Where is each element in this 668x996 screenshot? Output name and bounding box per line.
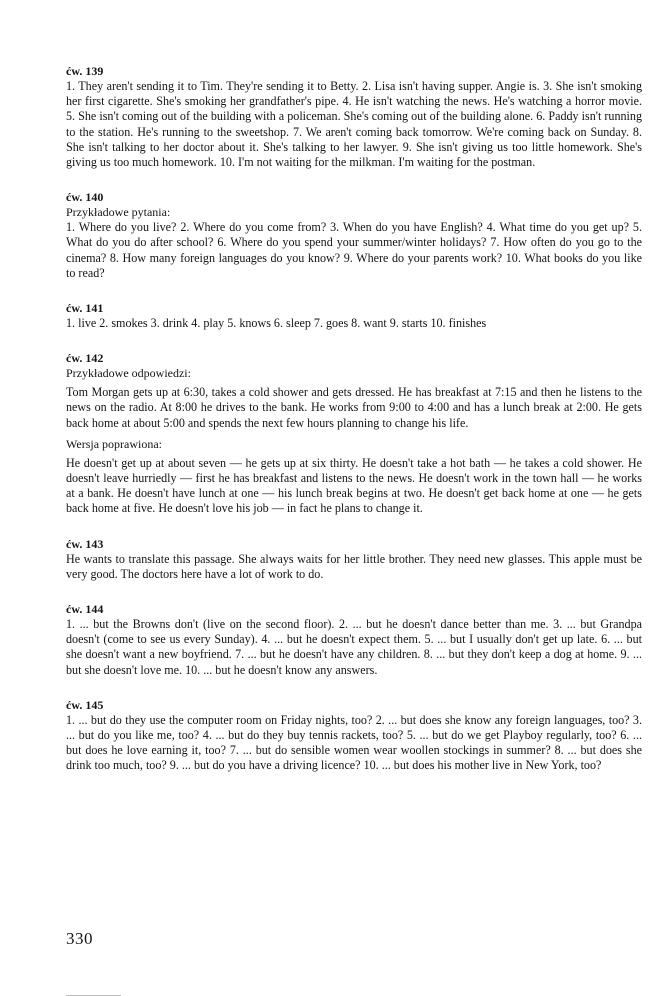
exercise-text: He wants to translate this passage. She always waits for her little brother. They need new glasses. This apple must be very good. The doctors here have a lot of work to do. [66,551,642,581]
exercise-heading: ćw. 141 [66,301,104,316]
exercise-subheading: Przykładowe odpowiedzi: [66,366,191,381]
exercise-141 [66,301,642,331]
exercise-text: Tom Morgan gets up at 6:30, takes a cold shower and gets dressed. He has breakfast at 7:15 and then he listens to the news on the radio. At 8:00 he drives to the bank. He works from 9:00 to 4:00 and has a lunch break at 2:00. He gets back home at about 5:00 and spends the next few hours planning to change his life. [66,385,642,430]
exercise-subheading: Przykładowe pytania: [66,205,171,220]
exercise-heading: ćw. 145 [66,697,104,712]
exercise-heading: ćw. 142 [66,351,104,366]
exercise-text: 1. ... but the Browns don't (live on the second floor). 2. ... but he doesn't dance better than me. 3. ... but Grandpa doesn't (come to see us every Sunday). 4. ... but he doesn't expect them. 5. ... but I usually don't get up late. 6. ... but she doesn't want a new boyfriend. 7. ... but he doesn't have any children. 8. ... but they don't keep a dog at home. 9. ... but she doesn't love me. 10. ... but he doesn't know any answers. [66,617,642,677]
exercise-text: 1. They aren't sending it to Tim. They're sending it to Betty. 2. Lisa isn't having supper. Angie is. 3. She isn't smoking her first cigarette. She's smoking her grandfather's pipe. 4. He isn't watching the news. He's watching a horror movie. 5. She isn't coming out of the building with a policeman. She's coming out of the building alone. 6. Paddy isn't running to the station. He's running to the sweetshop. 7. We aren't coming back tomorrow. We're coming back on Sunday. 8. She isn't talking to her doctor about it. She's talking to her lawyer. 9. She isn't giving us too little homework. She's giving us too much homework. 10. I'm not waiting for the milkman. I'm waiting for the postman. [66,79,642,170]
exercise-heading: ćw. 143 [66,536,104,551]
exercise-text: 1. Where do you live? 2. Where do you come from? 3. When do you have English? 4. What time do you get up? 5. What do you do after school? 6. Where do you spend your summer/winter holidays? 7. How often do you go to the cinema? 8. How many foreign languages do you know? 9. Where do your parents work? 10. What books do you like to read? [66,220,642,280]
page-number: 330 [66,929,93,948]
exercise-text: 1. ... but do they use the computer room on Friday nights, too? 2. ... but does she know any foreign languages, too? 3. ... but do you like me, too? 4. ... but do they buy tennis rackets, too? 5. ... but do we get Playboy regularly, too? 6. ... but does he love earning it, too? 7. ... but do sensible women wear woollen stockings in summer? 8. ... but does she drink too much, too? 9. ... but do you have a driving licence? 10. ... but does his mother live in New York, too? [66,712,642,773]
exercise-143 [66,537,642,582]
exercise-heading: ćw. 140 [66,190,104,205]
exercise-142 [66,351,642,516]
exercise-text-2: He doesn't get up at about seven — he gets up at six thirty. He doesn't take a hot bath — he takes a cold shower. He doesn't leave hurriedly — first he has breakfast and listens to the news. He doesn't work in the town hall — he works at a bank. He doesn't have lunch at one — his lunch break begins at two. He doesn't get back home at one — he gets back home at five. He doesn't love his job — in fact he plans to change it. [66,455,642,516]
page-content [66,64,642,774]
exercise-140 [66,190,642,281]
exercise-139 [66,64,642,170]
exercise-heading: ćw. 144 [66,602,104,617]
exercise-text: 1. live 2. smokes 3. drink 4. play 5. knows 6. sleep 7. goes 8. want 9. starts 10. finishes [66,316,487,331]
exercise-heading: ćw. 139 [66,64,104,78]
exercise-145 [66,698,642,774]
exercise-subheading-2: Wersja poprawiona: [66,436,162,451]
exercise-144 [66,602,642,678]
